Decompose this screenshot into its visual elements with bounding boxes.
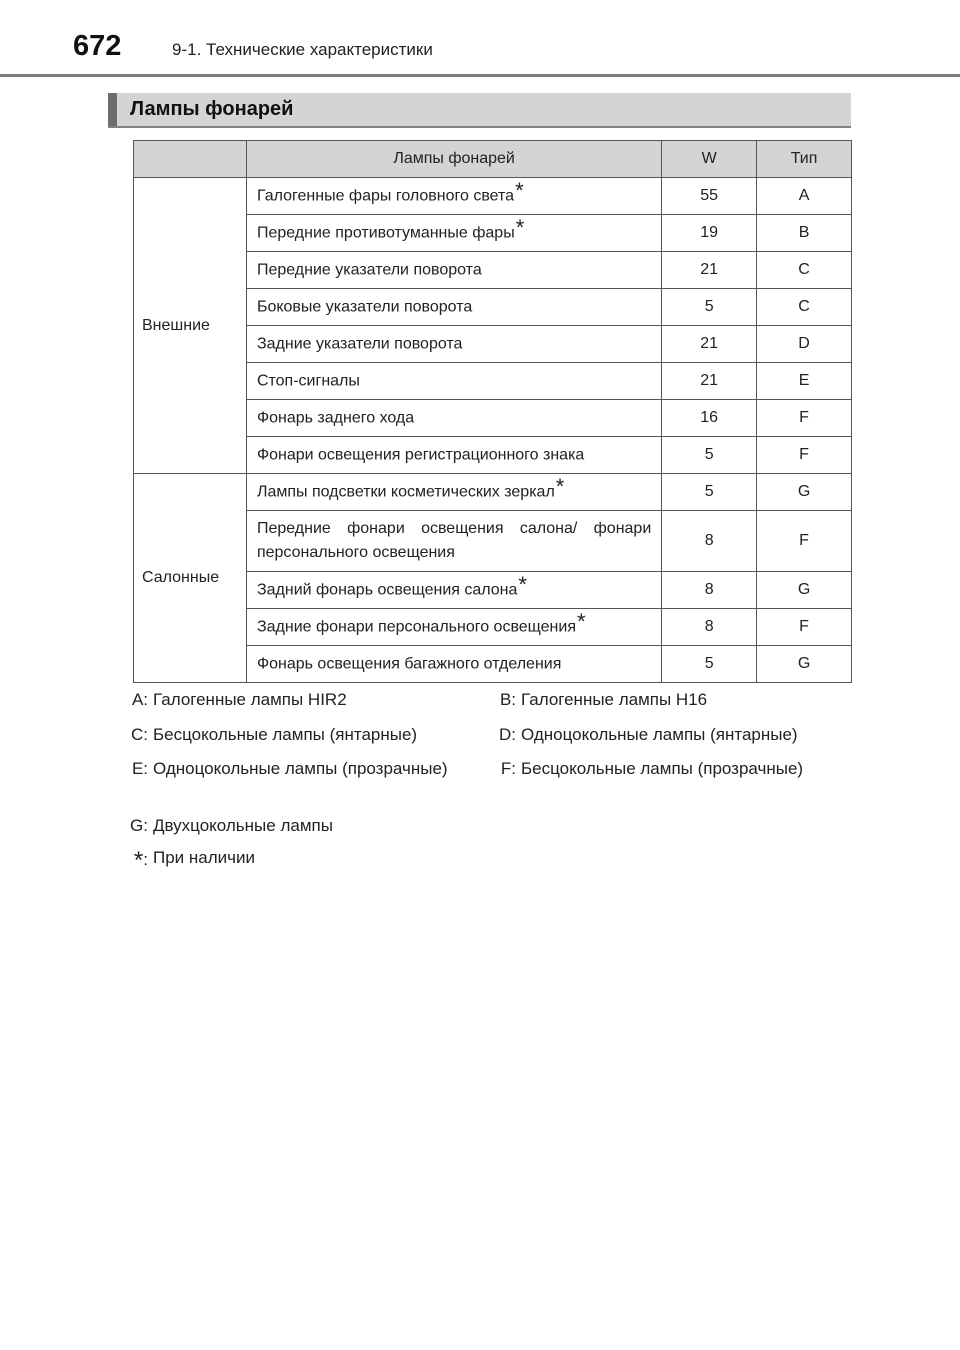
page-header <box>0 0 960 80</box>
legend-key: F: <box>500 759 516 778</box>
availability-star: * <box>577 608 586 634</box>
legend-text: Галогенные лампы H16 <box>521 690 708 709</box>
lamp-name: Передние фонари освещения салона/ фонари персонального освещения <box>246 511 661 572</box>
table-row <box>134 474 852 511</box>
lamp-watt: 5 <box>662 474 757 511</box>
page-number: 672 <box>73 30 122 62</box>
lamp-type: F <box>757 400 852 437</box>
legend-key: G: <box>130 816 148 835</box>
lamp-name: Боковые указатели поворота <box>246 289 661 326</box>
availability-star: * <box>133 847 144 874</box>
lamp-name: Фонарь заднего хода <box>246 400 661 437</box>
lamp-watt: 21 <box>662 326 757 363</box>
legend-text: Двухцокольные лампы <box>153 816 333 835</box>
table-header-row <box>134 141 852 178</box>
lamp-watt: 5 <box>662 437 757 474</box>
lamp-watt: 5 <box>662 289 757 326</box>
lamp-name: Передние указатели поворота <box>246 252 661 289</box>
header-cell-type: Тип <box>757 141 852 178</box>
legend-key: C: <box>131 725 148 744</box>
legend-key: E: <box>131 759 148 778</box>
lamp-watt: 16 <box>662 400 757 437</box>
lamp-type: A <box>757 178 852 215</box>
lamp-type: D <box>757 326 852 363</box>
lamp-type: F <box>757 437 852 474</box>
header-divider <box>0 74 960 77</box>
lamp-name: Галогенные фары головного света* <box>246 178 661 215</box>
legend-text: Бесцокольные лампы (прозрачные) <box>521 759 804 778</box>
legend-text: Одноцокольные лампы (прозрачные) <box>153 759 448 778</box>
availability-star: * <box>518 571 527 597</box>
legend-key: D: <box>499 725 516 744</box>
section-heading-bar <box>108 93 851 128</box>
legend-key: *: <box>133 847 148 874</box>
availability-star: * <box>555 473 565 499</box>
legend-text: Галогенные лампы HIR2 <box>153 690 347 709</box>
lamps-table <box>133 140 852 683</box>
lamp-watt: 8 <box>662 609 757 646</box>
lamp-type: G <box>757 646 852 683</box>
lamp-name: Задние указатели поворота <box>246 326 661 363</box>
lamp-name: Передние противотуманные фары* <box>246 215 661 252</box>
lamp-watt: 21 <box>662 363 757 400</box>
lamp-name: Стоп-сигналы <box>246 363 661 400</box>
header-cell-group <box>134 141 247 178</box>
lamp-watt: 19 <box>662 215 757 252</box>
lamp-name: Лампы подсветки косметических зеркал* <box>246 474 661 511</box>
lamp-name: Задний фонарь освещения салона* <box>246 572 661 609</box>
legend-key: B: <box>499 690 516 709</box>
lamp-watt: 55 <box>662 178 757 215</box>
lamp-type: C <box>757 289 852 326</box>
lamp-watt: 5 <box>662 646 757 683</box>
legend-key: A: <box>131 690 148 709</box>
legend-text: Бесцокольные лампы (янтарные) <box>153 725 418 744</box>
group-label-exterior: Внешние <box>134 178 247 474</box>
lamp-type: G <box>757 474 852 511</box>
header-cell-watt: W <box>662 141 757 178</box>
legend-text: Одноцокольные лампы (янтарные) <box>521 725 798 744</box>
lamp-watt: 21 <box>662 252 757 289</box>
availability-star: * <box>515 214 525 240</box>
section-title: Лампы фонарей <box>130 98 294 120</box>
lamp-type: F <box>757 511 852 572</box>
lamp-type: E <box>757 363 852 400</box>
lamp-type: F <box>757 609 852 646</box>
lamp-watt: 8 <box>662 511 757 572</box>
lamp-name: Задние фонари персонального освещения* <box>246 609 661 646</box>
lamp-name: Фонари освещения регистрационного знака <box>246 437 661 474</box>
lamp-type: G <box>757 572 852 609</box>
group-label-interior: Салонные <box>134 474 247 683</box>
header-cell-lamp: Лампы фонарей <box>246 141 661 178</box>
table-row <box>134 178 852 215</box>
chapter-title: 9-1. Технические характеристики <box>172 40 433 59</box>
lamp-name: Фонарь освещения багажного отделения <box>246 646 661 683</box>
availability-star: * <box>515 177 524 203</box>
section-accent <box>108 93 117 126</box>
legend-text: При наличии <box>153 848 255 867</box>
lamp-type: B <box>757 215 852 252</box>
lamp-watt: 8 <box>662 572 757 609</box>
lamp-type: C <box>757 252 852 289</box>
